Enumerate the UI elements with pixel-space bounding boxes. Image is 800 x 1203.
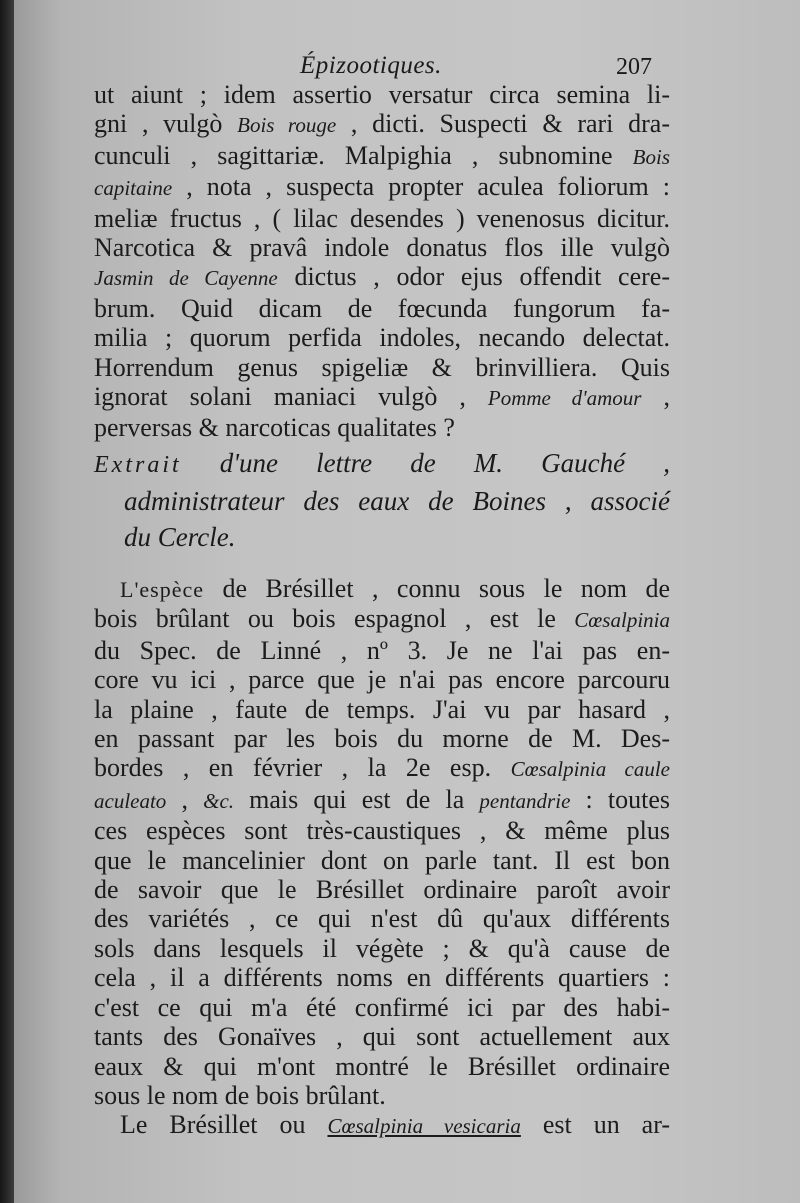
line-text: de savoir que le Brésillet ordinaire paroît avoir <box>94 875 670 905</box>
text-line <box>94 141 670 172</box>
line-text: de Brésillet , connu sous le nom de <box>204 574 670 603</box>
heading-line-1-rest: d'une lettre de M. Gauché , <box>219 448 670 478</box>
italic-text: Bois <box>632 144 670 169</box>
text-line <box>94 816 670 845</box>
text-line <box>94 785 670 816</box>
italic-text: Cœsalpinia vesicaria <box>327 1114 521 1139</box>
small-caps-text: L'espèce <box>120 577 205 602</box>
text-line <box>94 204 670 233</box>
line-text: que le mancelinier dont on parle tant. Il est bon <box>94 845 670 875</box>
line-text: la plaine , faute de temps. J'ai vu par hasard , <box>94 694 670 724</box>
line-text: milia ; quorum perfida indoles, necando delectat. <box>94 323 670 353</box>
line-text: meliæ fructus , ( lilac desendes ) venenosus dicitur. <box>94 203 670 233</box>
line-text: core vu ici , parce que je n'ai pas encore parcouru <box>94 665 670 695</box>
text-line <box>94 934 670 963</box>
text-line <box>94 1052 670 1081</box>
line-text: sols dans lesquels il végète ; & qu'à cause de <box>94 933 670 963</box>
book-gutter <box>0 0 14 1203</box>
text-line <box>94 413 670 442</box>
line-text: perversas & narcoticas qualitates ? <box>94 413 455 443</box>
italic-text: pentandrie <box>479 788 571 813</box>
body-paragraph <box>94 574 670 1142</box>
text-line <box>94 636 670 665</box>
text-line <box>94 993 670 1022</box>
line-text: cela , il a différents noms en différents quartiers : <box>94 963 670 993</box>
text-line <box>94 846 670 875</box>
text-line <box>94 262 670 293</box>
heading-line-2: administrateur des eaux de Boines , associé <box>124 486 670 516</box>
text-line <box>94 1022 670 1051</box>
text-line <box>94 109 670 140</box>
line-text: sous le nom de bois brûlant. <box>94 1080 386 1110</box>
line-text: du Spec. de Linné , nº 3. Je ne l'ai pas en- <box>94 635 670 665</box>
text-line <box>94 963 670 992</box>
italic-text: aculeato <box>94 788 167 813</box>
text-line <box>94 353 670 382</box>
line-text: eaux & qui m'ont montré le Brésillet ordinaire <box>94 1051 670 1081</box>
text-line <box>94 323 670 352</box>
line-text: gni , vulgò <box>94 109 238 139</box>
line-text: bordes , en février , la 2e esp. <box>94 753 511 783</box>
line-text: en passant par les bois du morne de M. Des- <box>94 724 670 754</box>
line-text: , <box>166 784 204 814</box>
text-line <box>94 604 670 635</box>
line-text: Le Brésillet ou <box>120 1110 328 1140</box>
italic-text: &c. <box>203 788 235 813</box>
text-line <box>94 574 670 604</box>
line-text: bois brûlant ou bois espagnol , est le <box>94 604 575 634</box>
page-number: 207 <box>616 54 652 80</box>
text-line <box>94 665 670 694</box>
line-text: ut aiunt ; idem assertio versatur circa semina li- <box>94 80 670 109</box>
running-head: Épizootiques. <box>300 52 442 79</box>
line-text: des variétés , ce qui n'est dû qu'aux différents <box>94 904 670 934</box>
italic-text: Cœsalpinia <box>574 608 670 633</box>
italic-text: Pomme d'amour <box>487 386 642 411</box>
text-line <box>94 875 670 904</box>
line-text: c'est ce qui m'a été confirmé ici par des habi- <box>94 992 670 1022</box>
line-text: dictus , odor ejus offendit cere- <box>277 262 670 292</box>
line-text: cunculi , sagittariæ. Malpighia , subnomine <box>94 140 633 170</box>
line-text: , dicti. Suspecti & rari dra- <box>336 109 670 139</box>
line-text: mais qui est de la <box>234 784 480 814</box>
text-line <box>94 382 670 413</box>
line-text: : toutes <box>570 784 671 814</box>
heading-line-3: du Cercle. <box>124 522 236 552</box>
text-line <box>94 80 670 109</box>
article-heading <box>94 445 670 555</box>
italic-text: Jasmin de Cayenne <box>94 266 278 291</box>
line-text: ces espèces sont très-caustiques , & même plus <box>94 816 670 846</box>
line-text: brum. Quid dicam de fœcunda fungorum fa- <box>94 293 670 323</box>
text-line <box>94 1081 670 1110</box>
line-text: est un ar- <box>520 1110 671 1140</box>
line-text: tants des Gonaïves , qui sont actuellement aux <box>94 1022 670 1052</box>
heading-line-1 <box>94 445 670 483</box>
line-text: Horrendum genus spigeliæ & brinvilliera. Quis <box>94 352 670 382</box>
text-line <box>94 904 670 933</box>
italic-text: capitaine <box>94 176 173 201</box>
text-line <box>94 724 670 753</box>
italic-text: Cœsalpinia caule <box>510 757 670 782</box>
text-line <box>94 753 670 784</box>
text-line <box>94 233 670 262</box>
line-text: ignorat solani maniaci vulgò , <box>94 382 488 412</box>
line-text: , <box>641 382 671 412</box>
heading-first-word: Extrait <box>94 452 182 478</box>
text-line <box>94 172 670 203</box>
line-text: , nota , suspecta propter aculea foliorum : <box>172 172 670 202</box>
text-line <box>94 294 670 323</box>
text-line <box>94 1110 670 1141</box>
text-line <box>94 695 670 724</box>
italic-text: Bois rouge <box>237 113 337 138</box>
top-paragraph <box>94 80 670 443</box>
line-text: Narcotica & pravâ indole donatus flos ille vulgò <box>94 233 670 263</box>
